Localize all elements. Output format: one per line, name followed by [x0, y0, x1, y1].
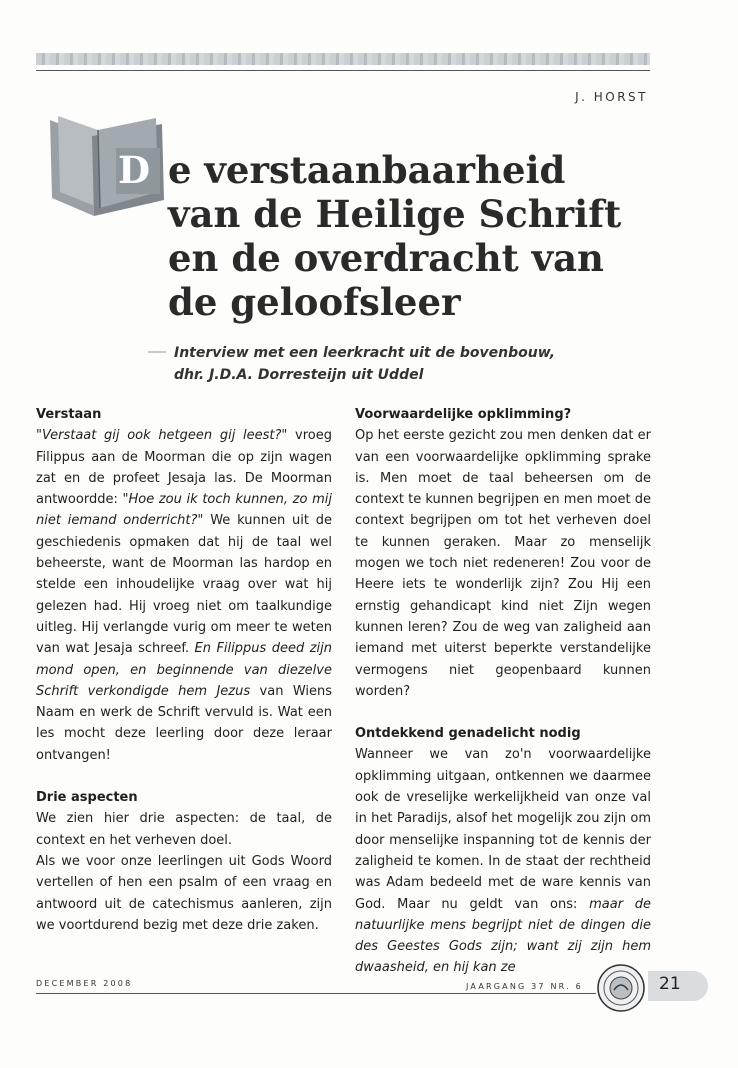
text-span: van Wiens Naam en werk de Schrift vervuld is. Wat een les mocht deze leerling door deze leraar ontvangen!	[36, 683, 333, 763]
paragraph-aspecten-1: We zien hier drie aspecten: de taal, de context en het verheven doel.	[36, 811, 332, 848]
left-column	[36, 404, 332, 936]
quote-scripture: En Filippus deed zijn mond open, en beginnende van diezelve Schrift verkondigde hem Jezus	[36, 641, 332, 699]
heading-drie-aspecten: Drie aspecten	[36, 790, 138, 806]
footer-volume: JAARGANG 37 NR. 6	[466, 982, 583, 991]
footer-rule	[36, 993, 596, 994]
title-drop-cap: D	[118, 148, 151, 192]
paragraph-opklimming: Op het eerste gezicht zou men denken dat er van een voorwaardelijke opklimming sprake is. Men moet de taal beheersen om de context te kunnen begrijpen en men moet de context begrijpen om tot het verheven doel te kunnen geraken. Maar zo menselijk mogen we toch niet redeneren! Zou voor de Heere iets te wonderlijk zijn? Zou Hij een ernstig gehandicapt kind niet Zijn wegen kunnen leren? Zou de weg van zaligheid aan iemand met uiterst beperkte verstandelijke vermogens niet geopenbaard kunnen worden?	[355, 428, 651, 699]
subtitle-line-2: dhr. J.D.A. Dorresteijn uit Uddel	[174, 367, 424, 383]
subtitle-accent	[148, 351, 166, 353]
header-rule	[36, 70, 650, 71]
page-number: 21	[659, 974, 681, 994]
paragraph-genadelicht	[355, 744, 651, 978]
title-line-1: e verstaanbaarheid	[168, 148, 566, 192]
paragraph-aspecten-2: Als we voor onze leerlingen uit Gods Woord vertellen of hen een psalm of een vraag en antwoord uit de catechismus aanleren, zijn we voortdurend bezig met deze drie zaken.	[36, 853, 332, 933]
article-subtitle	[174, 342, 555, 386]
heading-opklimming: Voorwaardelijke opklimming?	[355, 407, 572, 422]
open-book-icon	[44, 112, 174, 227]
quote-moorman: "Hoe zou ik toch kunnen, zo mij niet iemand onderricht?"	[36, 492, 332, 529]
footer-date: DECEMBER 2008	[36, 979, 133, 988]
paragraph-verstaan	[36, 425, 332, 766]
title-line-4: de geloofsleer	[168, 280, 461, 324]
seal-emblem-icon	[596, 963, 646, 1013]
subtitle-line-1: Interview met een leerkracht uit de bovenbouw,	[174, 345, 556, 361]
heading-verstaan: Verstaan	[36, 407, 102, 422]
quote-filippus: "Verstaat gij ook hetgeen gij leest?"	[36, 428, 288, 444]
article-title	[168, 148, 668, 324]
text-span: Wanneer we van zo'n voorwaardelijke opklimming uitgaan, ontkennen we daarmee ook de vreselijke werkelijkheid van onze val in het Paradijs, alsof het mogelijk zou zijn om door menselijke inspanning tot de kennis der zaligheid te komen. In de staat der rechtheid was Adam bedeeld met de ware kennis van God. Maar nu geldt van ons:	[355, 747, 651, 912]
title-line-2: van de Heilige Schrift	[168, 192, 622, 236]
right-column	[355, 404, 651, 979]
quote-scripture: maar de natuurlijke mens begrijpt niet de dingen die des Geestes Gods zijn; want zij zijn hem dwaasheid, en hij kan ze	[355, 896, 651, 976]
author-name: J. HORST	[575, 90, 648, 104]
text-span: vroeg Filippus aan de Moorman die op zijn wagen zat en de profeet Jesaja las. De Moorman antwoordde:	[36, 428, 332, 508]
text-span: We kunnen uit de geschiedenis opmaken dat hij de taal wel beheerste, want de Moorman las hardop en stelde een inhoudelijke vraag over wat hij gelezen had. Hij vroeg niet om taalkundige uitleg. Hij verlangde vurig om meer te weten van wat Jesaja schreef.	[36, 513, 332, 657]
header-decorative-band	[36, 53, 650, 65]
title-line-3: en de overdracht van	[168, 236, 604, 280]
heading-genadelicht: Ontdekkend genadelicht nodig	[355, 726, 581, 742]
